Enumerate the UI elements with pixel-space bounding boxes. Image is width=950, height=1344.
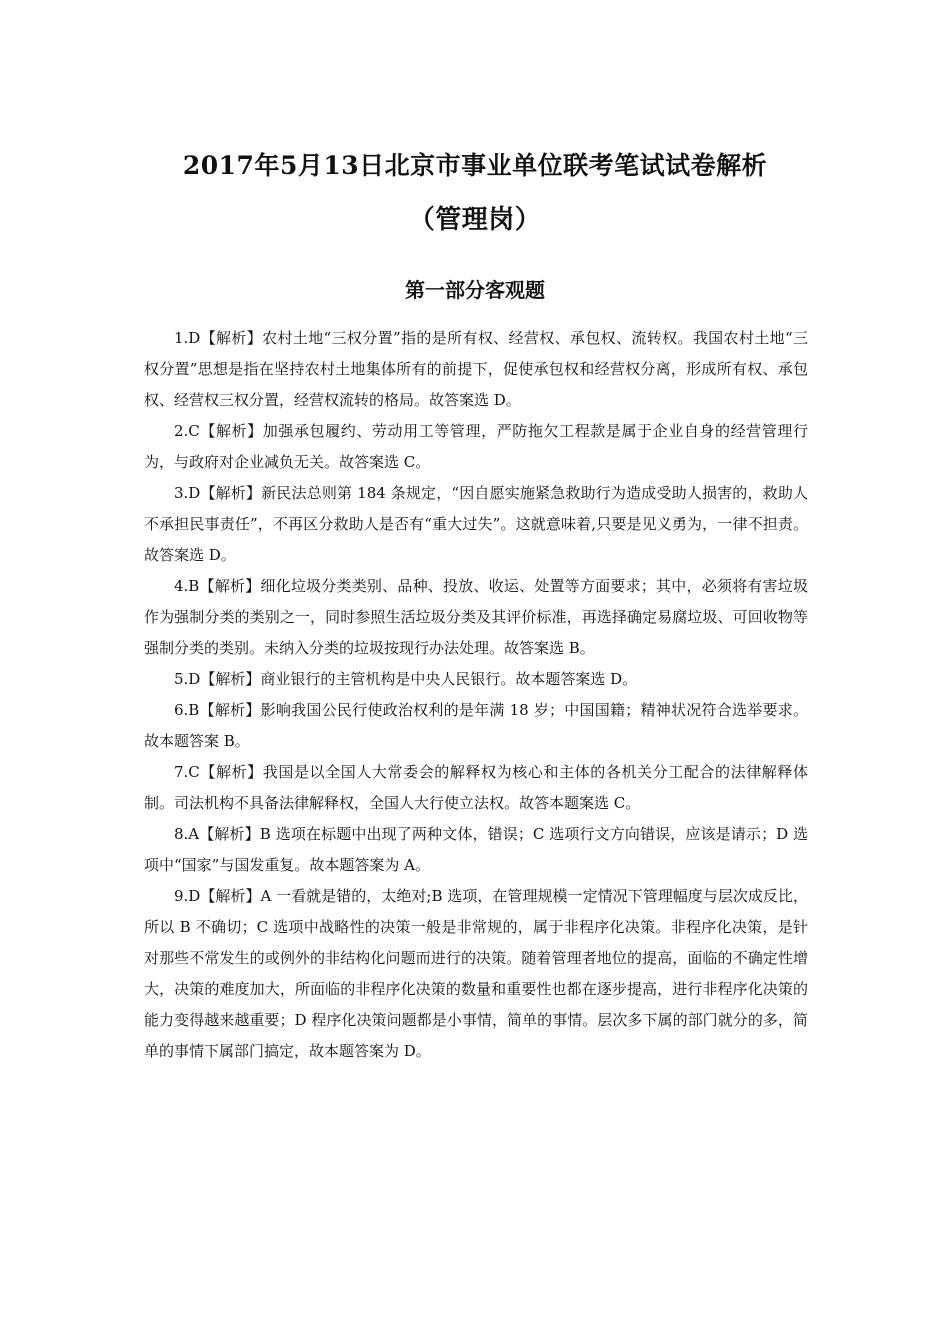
answer-2: 2.C【解析】加强承包履约、劳动用工等管理，严防拖欠工程款是属于企业自身的经营管理行为，与政府对企业减负无关。故答案选 C。 [144,422,808,471]
answer-7: 7.C【解析】我国是以全国人大常委会的解释权为核心和主体的各机关分工配合的法律解释体制。司法机构不具备法律解释权，全国人大行使立法权。故答本题案选 C。 [144,763,808,812]
answer-1: 1.D【解析】农村土地“三权分置”指的是所有权、经营权、承包权、流转权。我国农村土地“三权分置”思想是指在坚持农村土地集体所有的前提下，促使承包权和经营权分离，形成所有权、承包权、经营权三权分置，经营权流转的格局。故答案选 D。 [144,329,808,409]
answer-8: 8.A【解析】B 选项在标题中出现了两种文体，错误；C 选项行文方向错误，应该是请示；D 选项中“国家”与国发重复。故本题答案为 A。 [144,825,808,874]
answer-5: 5.D【解析】商业银行的主管机构是中央人民银行。故本题答案选 D。 [174,670,638,688]
document-subtitle: （管理岗） [408,205,542,235]
section-heading: 第一部分客观题 [405,278,545,302]
answer-list [144,323,808,1067]
answer-3: 3.D【解析】新民法总则第 184 条规定，“因自愿实施紧急救助行为造成受助人损害的，救助人不承担民事责任”，不再区分救助人是否有“重大过失”。这就意味着,只要是见义勇为，一律不担责。故答案选 D。 [144,484,808,564]
document-title: 2017年5月13日北京市事业单位联考笔试试卷解析 [182,151,768,180]
answer-9: 9.D【解析】A 一看就是错的，太绝对;B 选项，在管理规模一定情况下管理幅度与层次成反比，所以 B 不确切；C 选项中战略性的决策一般是非常规的，属于非程序化决策。非程序化决策，是针对那些不常发生的或例外的非结构化问题而进行的决策。随着管理者地位的提高，面临的不确定性增大，决策的难度加大，所面临的非程序化决策的数量和重要性也都在逐步提高，进行非程序化决策的能力变得越来越重要；D 程序化决策问题都是小事情，简单的事情。层次多下属的部门就分的多，简单的事情下属部门搞定，故本题答案为 D。 [144,887,808,1060]
answer-6: 6.B【解析】影响我国公民行使政治权利的是年满 18 岁；中国国籍；精神状况符合选举要求。故本题答案 B。 [144,701,808,750]
answer-4: 4.B【解析】细化垃圾分类类别、品种、投放、收运、处置等方面要求；其中，必须将有害垃圾作为强制分类的类别之一，同时参照生活垃圾分类及其评价标准，再选择确定易腐垃圾、可回收物等强制分类的类别。未纳入分类的垃圾按现行办法处理。故答案选 B。 [144,577,808,657]
